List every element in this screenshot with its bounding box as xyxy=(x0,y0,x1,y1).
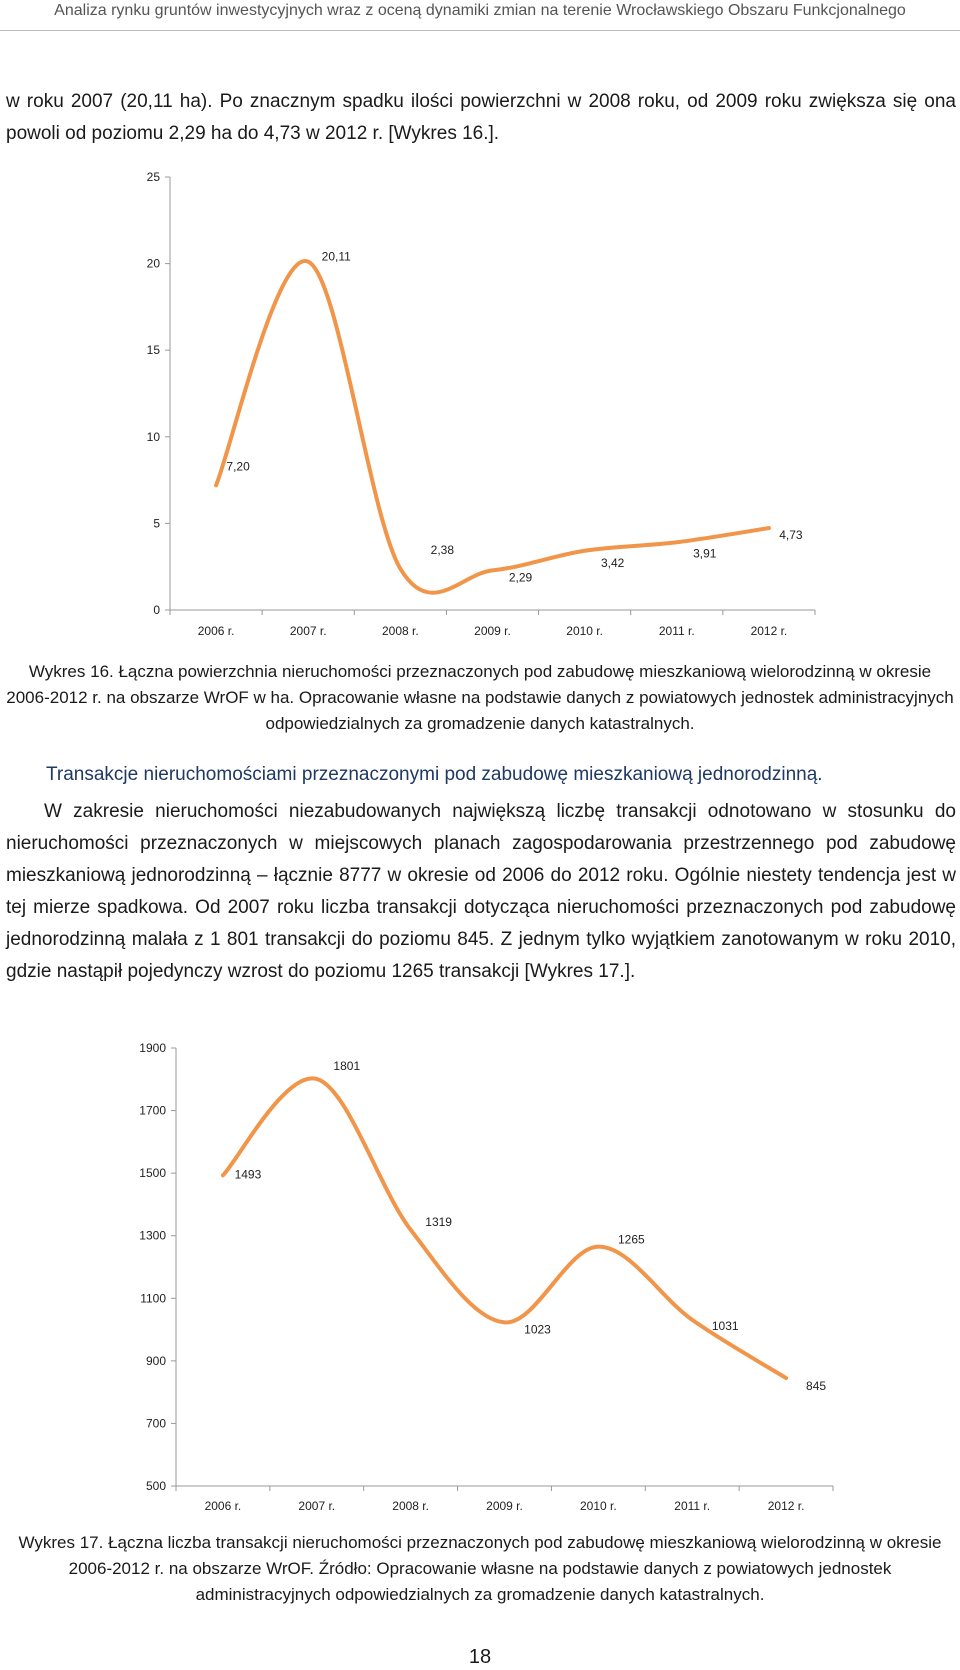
data-label: 845 xyxy=(806,1379,827,1394)
data-label: 1493 xyxy=(234,1167,262,1182)
x-tick-label: 2009 r. xyxy=(486,1499,523,1513)
y-tick-label: 15 xyxy=(146,343,160,358)
y-tick-label: 1900 xyxy=(139,1041,166,1055)
y-tick-label: 500 xyxy=(145,1479,166,1493)
y-tick-label: 0 xyxy=(153,603,160,617)
data-label: 1023 xyxy=(524,1322,551,1337)
data-label: 4,73 xyxy=(779,528,803,543)
y-tick-label: 10 xyxy=(146,429,160,444)
chart-wykres-16 xyxy=(0,160,960,650)
body-paragraph-2: W zakresie nieruchomości niezabudowanych największą liczbę transakcji odnotowano w stosunku do nieruchomości przeznaczonych w miejscowych planach zagospodarowania przestrzennego pod zabudowę mieszkaniową jednorodzinną – łącznie 8777 w okresie od 2006 do 2012 roku. Ogólnie niestety tendencja jest w tej mierze spadkowa. Od 2007 roku liczba transakcji dotycząca nieruchomości przeznaczonych pod zabudowę jednorodzinną malała z 1 801 transakcji do poziomu 845. Z jednym tylko wyjątkiem zanotowanym w roku 2010, gdzie nastąpił pojedynczy wzrost do poziomu 1265 transakcji [Wykres 17.]. xyxy=(6,801,956,982)
x-tick-label: 2008 r. xyxy=(392,1499,429,1513)
series-line xyxy=(216,261,769,593)
x-tick-label: 2011 r. xyxy=(674,1499,711,1513)
data-label: 1319 xyxy=(425,1214,452,1229)
y-tick-label: 5 xyxy=(153,516,160,531)
x-tick-label: 2008 r. xyxy=(382,624,419,638)
x-tick-label: 2006 r. xyxy=(204,1499,242,1513)
x-tick-label: 2007 r. xyxy=(298,1499,336,1513)
chart-wykres-17 xyxy=(0,1040,960,1520)
data-label: 2,29 xyxy=(508,570,533,585)
body-paragraph-1: w roku 2007 (20,11 ha). Po znacznym spadku ilości powierzchni w 2008 roku, od 2009 roku zwiększa się ona powoli od poziomu 2,29 ha do 4,73 w 2012 r. [Wykres 16.]. xyxy=(6,91,956,144)
x-tick-label: 2006 r. xyxy=(197,624,235,638)
header-divider xyxy=(0,30,960,31)
data-label: 1801 xyxy=(333,1058,361,1073)
y-tick-label: 25 xyxy=(146,170,160,184)
x-tick-label: 2011 r. xyxy=(658,624,695,638)
y-tick-label: 900 xyxy=(145,1353,166,1368)
figure-caption-16: Wykres 16. Łączna powierzchnia nieruchomości przeznaczonych pod zabudowę mieszkaniową wielorodzinną w okresie 2006-2012 r. na obszarze WrOF w ha. Opracowanie własne na podstawie danych z powiatowych jednostek administracyjnych odpowiedzialnych za gromadzenie danych katastralnych. xyxy=(6,662,954,733)
data-label: 3,91 xyxy=(693,546,717,561)
series-line xyxy=(223,1078,786,1378)
y-tick-label: 20 xyxy=(146,256,160,271)
x-tick-label: 2012 r. xyxy=(750,624,788,638)
data-label: 7,20 xyxy=(226,459,250,474)
data-label: 3,42 xyxy=(600,555,625,570)
x-tick-label: 2010 r. xyxy=(566,624,603,638)
data-label: 1031 xyxy=(711,1318,739,1333)
x-tick-label: 2009 r. xyxy=(474,624,511,638)
y-tick-label: 1500 xyxy=(139,1166,166,1181)
x-tick-label: 2007 r. xyxy=(289,624,327,638)
axes xyxy=(139,1041,833,1513)
page-number: 18 xyxy=(468,1646,492,1668)
y-tick-label: 1700 xyxy=(139,1103,166,1118)
data-label: 20,11 xyxy=(321,249,351,264)
axes xyxy=(147,170,815,638)
x-tick-label: 2012 r. xyxy=(767,1499,805,1513)
data-labels xyxy=(235,1059,827,1393)
data-label: 2,38 xyxy=(430,542,455,557)
x-tick-label: 2010 r. xyxy=(580,1499,617,1513)
running-header: Analiza rynku gruntów inwestycyjnych wraz z oceną dynamiki zmian na terenie Wrocławskiego Obszaru Funkcjonalnego xyxy=(54,2,906,19)
y-tick-label: 1100 xyxy=(140,1291,166,1306)
figure-caption-17: Wykres 17. Łączna liczba transakcji nieruchomości przeznaczonych pod zabudowę mieszkaniową wielorodzinną w okresie 2006-2012 r. na obszarze WrOF. Źródło: Opracowanie własne na podstawie danych z powiatowych jednostek administracyjnych odpowiedzialnych za gromadzenie danych katastralnych. xyxy=(18,1533,942,1604)
y-tick-label: 700 xyxy=(145,1416,166,1431)
data-label: 1265 xyxy=(618,1232,645,1247)
data-labels xyxy=(226,250,803,585)
section-heading: Transakcje nieruchomościami przeznaczonymi pod zabudowę mieszkaniową jednorodzinną. xyxy=(46,764,823,785)
y-tick-label: 1300 xyxy=(139,1228,166,1243)
